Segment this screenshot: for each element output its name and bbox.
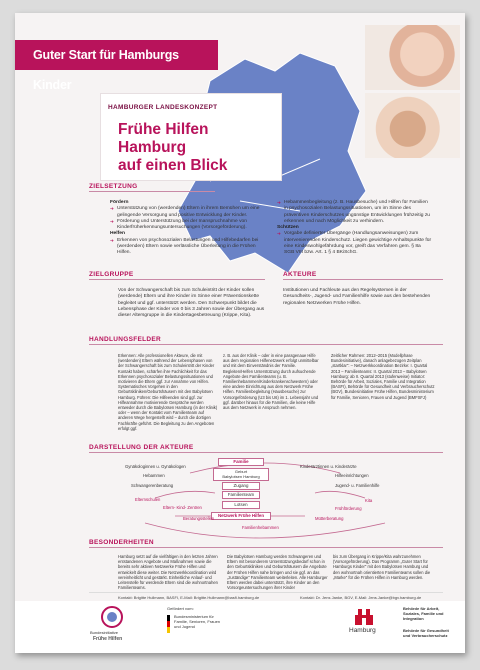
diagram-netzwerk: Netzwerk Frühe Hilfen: [211, 512, 271, 520]
basfi-label: Behörde für Arbeit, Soziales, Familie und Integration: [403, 606, 444, 621]
foerdern-heading: Fördern: [110, 200, 129, 205]
contact-right: Kontakt: Dr. Jens Janke, BGV, E-Mail: Jens.Janke@bgv.hamburg.de: [300, 595, 422, 600]
divider: [89, 191, 215, 192]
diagram-ekiz: Eltern- Kind- Zentren: [163, 505, 202, 510]
divider: [89, 279, 265, 280]
poster-sheet: [15, 13, 465, 653]
diagram-hebammen: Hebammen: [143, 473, 165, 478]
besonderheiten-col-2: Die Babylotsen Hamburg werden Schwangeren und Eltern mit besonderem Unterstützungsbedarf schon in den Geburtskliniken und Geburtshäusern die Angebote der Frühen Hilfen nahe bringen und sie ggf. an das „zuständige" Familienteam weiterleiten. Alle Hamburger Eltern werden dabei unterstützt, ihre Kinder an den Vorsorgeuntersuchungen ihrer Kinder: [227, 554, 328, 591]
federal-flag-icon: [167, 615, 170, 633]
page-title: [118, 121, 278, 175]
baby-photo: [365, 25, 460, 90]
besonderheiten-col-3: bis zum Übergang in Krippe/Kita wahrzunehmen (Vorsorgeförderung). Das Programm „Guter Start für Hamburgs Kinder" mit den Babylotsen Hamburg und den wohnortnah orientierten Familienteams sollen die „Marke" für die Frühen Hilfen in Hamburg werden.: [333, 554, 431, 580]
concept-subtitle: HAMBURGER LANDESKONZEPT: [108, 104, 218, 111]
hamburg-castle-icon: [353, 607, 375, 625]
ziel-right: [277, 200, 432, 257]
program-banner: Guter Start für Hamburgs Kinder: [15, 40, 218, 70]
diagram-hilfeeinrichtungen: Hilfeeinrichtungen: [335, 473, 369, 478]
divider: [89, 344, 443, 345]
footer: [15, 601, 465, 653]
bgv-label: Behörde für Gesundheit und Verbraucherschutz: [403, 628, 449, 638]
title-line-1: Frühe Hilfen Hamburg: [118, 121, 209, 156]
diagram-fam-hebammen: Familienhebammen: [242, 525, 279, 530]
diagram-muetter: Mütterberatung: [315, 516, 344, 521]
helfen-item-2: ➔ Hebammenbegleitung (z. B. Hausbesuche) und Hilfen für Familien in psychosozialen Belastungssituationen, um im Sinne des präventiven Kinderschutzes ungünstige Entwicklungen frühzeitig zu erkennen und nach Möglichkeit zu verhindern.: [277, 200, 432, 225]
schuetzen-heading: Schützen: [277, 225, 299, 231]
diagram-fruehfoerderung: Frühförderung: [335, 506, 362, 511]
zielgruppe-text: Von der Schwangerschaft bis zum Schuleintritt der Kinder sollen (werdende) Eltern und ihre Kinder im Sinne einer Präventionskette begleitet und ggf. unterstützt werden. Den Schwerpunkt bildet die Lebensphase der Kinder von 0 bis 3 Jahren sowie der Übergang aus dieser Altersgruppe in die Kindertagesbetreuung (Krippe, Kita).: [118, 288, 265, 319]
contact-left: Kontakt: Brigitte Hullmann, BASFI, E-Mail: Brigitte.Hullmann@basfi.hamburg.de: [118, 595, 260, 600]
akteure-text: Institutionen und Fachleute aus den Regelsystemen in der Gesundheits-, Jugend- und Familienhilfe sowie aus den bestehenden regionalen Netzwerken Frühe Hilfen.: [283, 288, 431, 306]
diagram-elternschulen: Elternschulen: [135, 497, 161, 502]
schuetzen-item: ➔ Vorgabe definierter Übergänge (Handlungsanweisungen) zum intervenierenden Kinderschutz. Liegen gewichtige Anhaltspunkte für eine Kindeswohlgefährdung vor, greift das Verfahren gem. § 8a SGB VIII bzw. Art. 1 § 4 BKiSchG.: [277, 231, 432, 256]
foerdern-item-1: ➔ Unterstützung von (werdenden) Eltern in ihrem Bemühen um eine gelingende Versorgung und positive Entwicklung der Kinder.: [110, 206, 260, 219]
section-besonderheiten: BESONDERHEITEN: [89, 539, 154, 546]
diagram-kita: Kita: [365, 498, 373, 503]
foerdern-item-2: ➔ Förderung und Unterstützung bei der Inanspruchnahme von Kinderfrüherkennungsuntersuchungen (Vorsorgeförderung).: [110, 219, 260, 232]
hamburg-label: Hamburg: [349, 627, 376, 634]
bi-label-top: Bundesinitiative: [90, 630, 119, 635]
ziel-left: [110, 200, 260, 257]
section-darstellung: DARSTELLUNG DER AKTEURE: [89, 444, 194, 451]
divider: [283, 279, 443, 280]
diagram-zugang: Zugang: [222, 482, 260, 490]
handlungsfelder-col-2: z. B. aus der Klinik – oder in eine passgenaue Hilfe aus dem regionalen Hilfenetzwerk erfolgt unmittelbar und mit dem Einverständnis der Familie. Begleiten/Helfen Unterstützung durch aufsuchende Angebote des Familienteams (u. B. Familienhebammen/Kinderkrankenschwestern) oder eine andere Einrichtung aus dem Netzwerk Frühe Hilfen. Familienbegleitung (Hausbesuche) zur Vorsorgeförderung (U3 bis U6) im 1. Lebensjahr und ggf. darüber hinaus für die Familien, die keine Hilfe aus dem Netzwerk in Anspruch nehmen.: [223, 353, 319, 411]
section-zielgruppe: ZIELGRUPPE: [89, 271, 134, 278]
title-line-2: auf einen Blick: [118, 157, 228, 174]
diagram-beratungsstellen: Beratungsstellen: [183, 516, 215, 521]
section-akteure: AKTEURE: [283, 271, 317, 278]
divider: [89, 592, 443, 593]
divider: [89, 547, 443, 548]
ministry-label: Bundesministerium für Familie, Senioren, Frauen und Jugend: [174, 614, 221, 629]
gefoerdert-label: Gefördert vom:: [167, 606, 194, 611]
diagram-familie: Familie: [218, 458, 264, 466]
diagram-lotsen: Lotsen: [222, 501, 260, 509]
diagram-geburt-box: [213, 468, 269, 481]
hands-photo: [365, 93, 460, 158]
diagram-kinderaerzte: Kinderärztinnen u. Kinderärzte: [300, 464, 357, 469]
diagram-schwanger: Schwangerenberatung: [131, 483, 174, 488]
diagram-geburt: Geburt: [234, 469, 248, 474]
bi-label-bottom: Frühe Hilfen: [93, 636, 123, 642]
handlungsfelder-col-3: Zeitlicher Rahmen: 2012–2015 (Modellphase Bundesinitiative), danach anlagebezogen Zeitplan „startklar": – Netzwerkkoordination Bezirke: I. Quartal 2013 – Familienteams: II. Quartal 2013 – Babylotsen Hamburg: ab II. Quartal 2013 (stufenweise) Initiator: Behörde für Arbeit, Soziales, Familie und Integration (BASFI), Behörde für Gesundheit und Verbraucherschutz (BGV), Bundesinitiative Frühe Hilfen, Bundesministerium für Familie, Senioren, Frauen und Jugend (BMFSFJ): [331, 353, 435, 400]
bundesinitiative-logo-icon: [100, 605, 124, 629]
diagram-babylotsen: Babylotsen Hamburg: [222, 474, 260, 479]
diagram-gyn: Gynäkologinnen u. Gynäkologen: [125, 464, 186, 469]
diagram-jugendamt: Jugend- u. Familienhilfe: [335, 483, 380, 488]
helfen-item-1: ➔ Erkennen von psychosozialen Belastungen und Hilfebedarfen bei (werdenden) Eltern sowie verlässliche Überleitung in die Frühen Hilfen.: [110, 238, 260, 257]
handlungsfelder-col-1: Erkennen: Alle professionellen Akteure, die mit (werdenden) Eltern während der Lebensphasen von der Schwangerschaft bis zum Schuleintritt der Kinder Kontakt haben, schärfen ihre Fachlichkeit für das Erkennen psychosozialer Belastungssituationen und motivieren die Eltern ggf. zur Annahme von Hilfen. Systematisches Vorgehen in den Geburtskliniken/Geburtshäusern mit den Babylotsen Hamburg. Führen: Die Hilfeenden sind ggf. zur Hilfeannahme motivierende Gespräche werden entweder durch die Babylotsen Hamburg (in der Klinik) oder – wenn der Kontakt vom Familienteam auf anderen Wege hergestellt wird – durch die dortigen Fachkräfte geführt. Die Begleitung zu den Angeboten erfolgt ggf.: [118, 353, 218, 431]
diagram-familienteam: Familienteam: [222, 491, 260, 499]
section-zielsetzung: ZIELSETZUNG: [89, 183, 138, 190]
section-handlungsfelder: HANDLUNGSFELDER: [89, 336, 162, 343]
helfen-heading: Helfen: [110, 231, 125, 237]
besonderheiten-col-1: Hamburg setzt auf die vielfältigen in den letzten Jahren entstandenen Angebote und Maßnahmen sowie die bereits sehr aktiven Netzwerke Frühe Hilfen und entwickelt diese weiter. Die Netzwerkkoordination wird vereinheitlicht und gestärkt. Einheitliche Anlauf- und Leitenstelle für werdende Eltern sind die wohnortnahen Familienteams.: [118, 554, 218, 591]
